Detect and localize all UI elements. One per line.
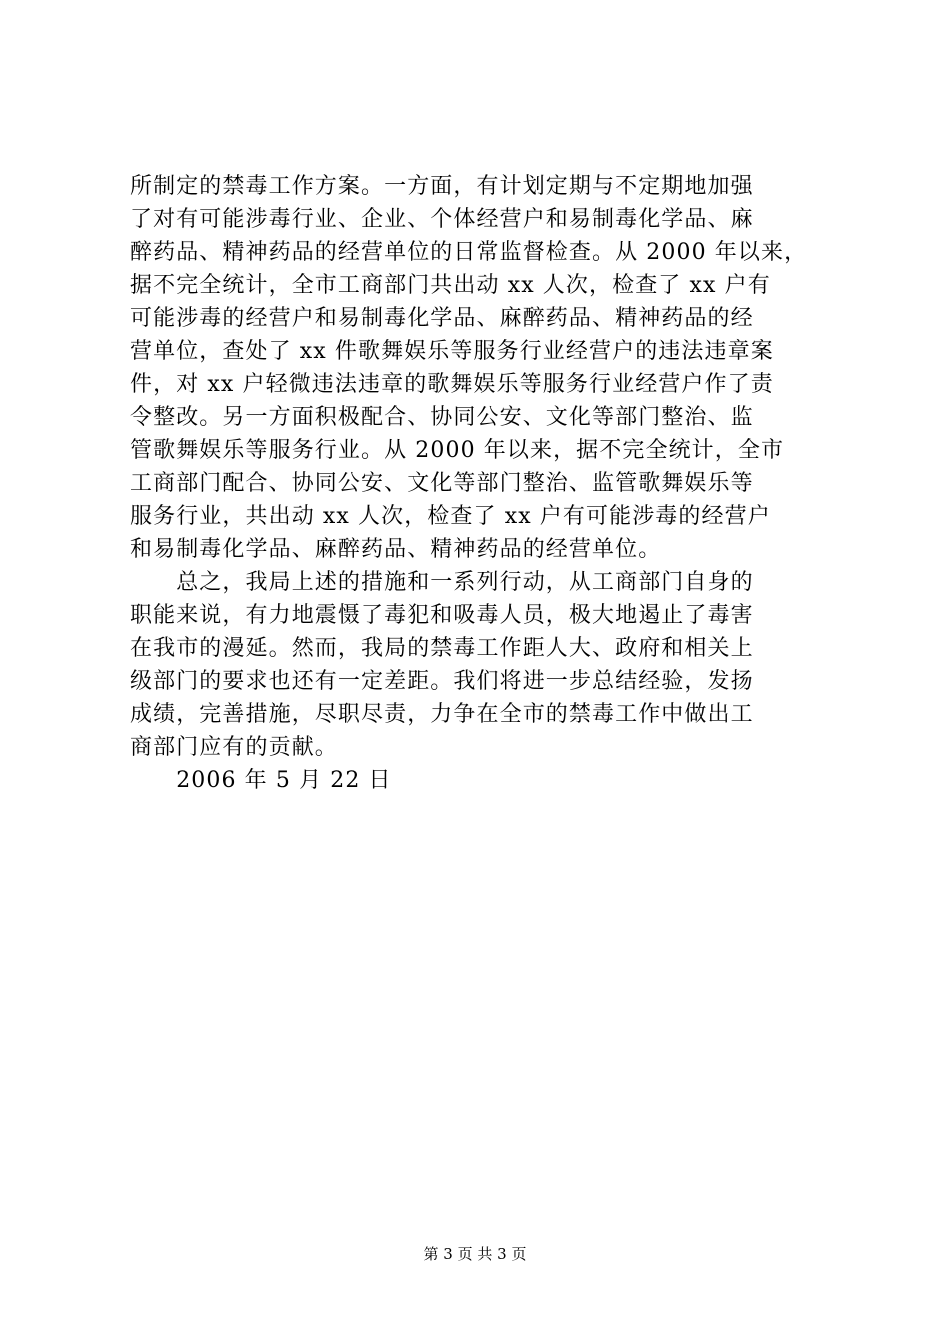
page-number: 第 3 页 共 3 页 <box>423 1245 527 1263</box>
text-line: 在我市的漫延。然而，我局的禁毒工作距人大、政府和相关上 <box>130 636 754 661</box>
text-line: 管歌舞娱乐等服务行业。从 2000 年以来，据不完全统计，全市 <box>130 438 785 463</box>
text-line: 据不完全统计，全市工商部门共出动 xx 人次，检查了 xx 户有 <box>130 273 771 298</box>
date-line: 2006 年 5 月 22 日 <box>130 768 392 793</box>
text-line: 件，对 xx 户轻微违法违章的歌舞娱乐等服务行业经营户作了责 <box>130 372 774 397</box>
text-line: 职能来说，有力地震慑了毒犯和吸毒人员，极大地遏止了毒害 <box>130 603 754 628</box>
text-line: 令整改。另一方面积极配合、协同公安、文化等部门整治、监 <box>130 405 754 430</box>
document-body <box>130 170 830 797</box>
text-line: 和易制毒化学品、麻醉药品、精神药品的经营单位。 <box>130 537 662 562</box>
text-line: 营单位，查处了 xx 件歌舞娱乐等服务行业经营户的违法违章案 <box>130 339 774 364</box>
text-line: 级部门的要求也还有一定差距。我们将进一步总结经验，发扬 <box>130 669 754 694</box>
page-footer <box>0 1244 950 1264</box>
text-line: 商部门应有的贡献。 <box>130 735 338 760</box>
text-line: 总之，我局上述的措施和一系列行动，从工商部门自身的 <box>130 570 754 595</box>
text-line: 服务行业，共出动 xx 人次，检查了 xx 户有可能涉毒的经营户 <box>130 504 771 529</box>
text-line: 成绩，完善措施，尽职尽责，力争在全市的禁毒工作中做出工 <box>130 702 754 727</box>
text-line: 了对有可能涉毒行业、企业、个体经营户和易制毒化学品、麻 <box>130 207 754 232</box>
text-line: 所制定的禁毒工作方案。一方面，有计划定期与不定期地加强 <box>130 174 754 199</box>
text-line: 工商部门配合、协同公安、文化等部门整治、监管歌舞娱乐等 <box>130 471 754 496</box>
text-line: 醉药品、精神药品的经营单位的日常监督检查。从 2000 年以来， <box>130 240 808 265</box>
text-line: 可能涉毒的经营户和易制毒化学品、麻醉药品、精神药品的经 <box>130 306 754 331</box>
